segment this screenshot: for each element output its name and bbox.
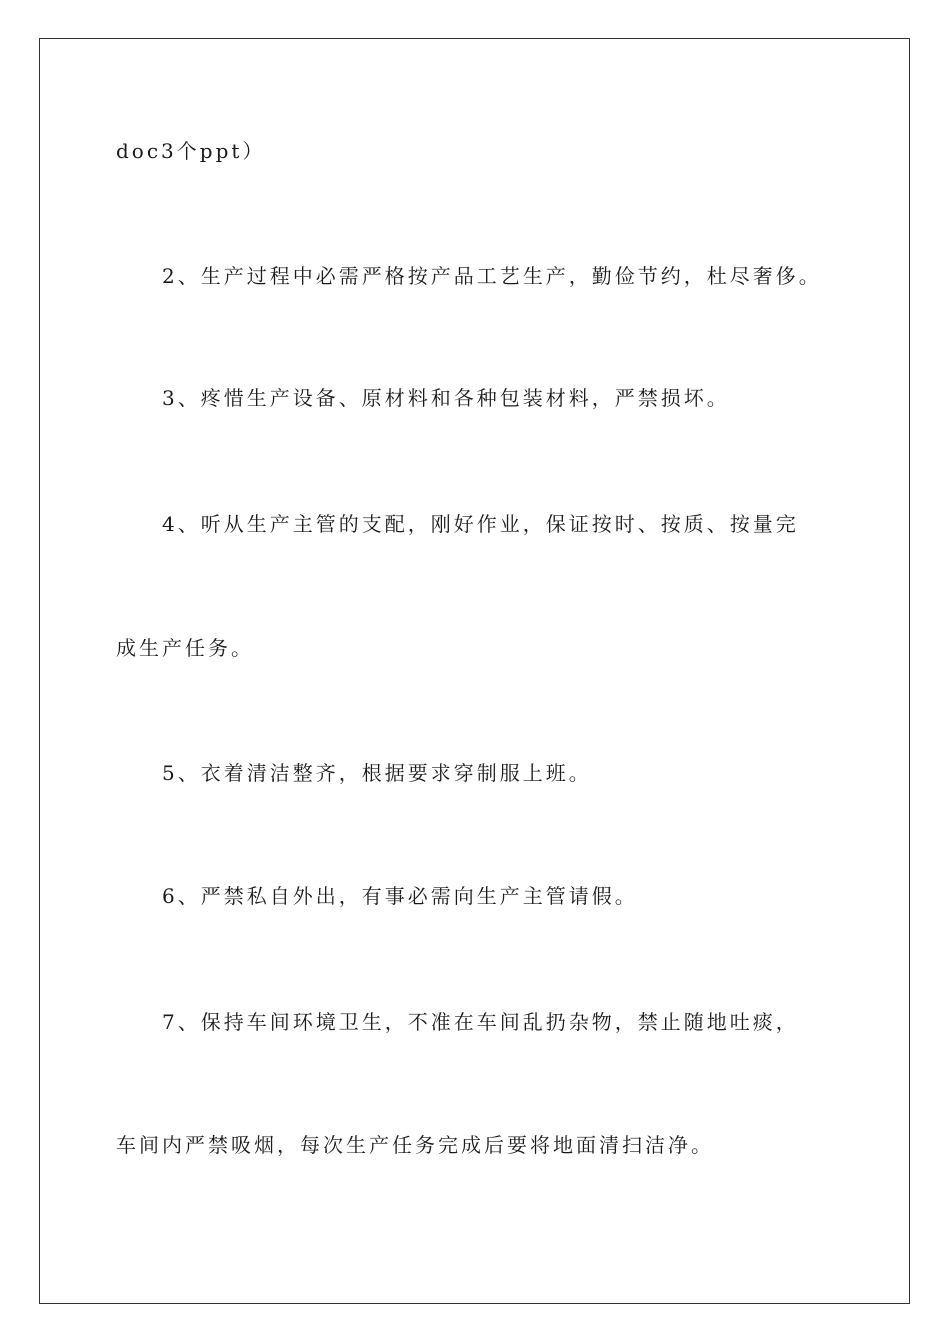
rule-item-7: 7、保持车间环境卫生，不准在车间乱扔杂物，禁止随地吐痰，	[162, 1010, 799, 1034]
rule-item-4-continuation: 成生产任务。	[116, 636, 254, 660]
rule-item-5: 5、衣着清洁整齐，根据要求穿制服上班。	[162, 761, 592, 785]
rule-item-2: 2、生产过程中必需严格按产品工艺生产，勤俭节约，杜尽奢侈。	[162, 264, 822, 288]
rule-item-6: 6、严禁私自外出，有事必需向生产主管请假。	[162, 884, 638, 908]
rule-item-4: 4、听从生产主管的支配，刚好作业，保证按时、按质、按量完	[162, 512, 799, 536]
text-line-continuation: doc3个ppt）	[116, 139, 266, 163]
page-border	[39, 38, 910, 1304]
rule-item-7-continuation: 车间内严禁吸烟，每次生产任务完成后要将地面清扫洁净。	[116, 1133, 714, 1157]
rule-item-3: 3、疼惜生产设备、原材料和各种包装材料，严禁损坏。	[162, 386, 730, 410]
